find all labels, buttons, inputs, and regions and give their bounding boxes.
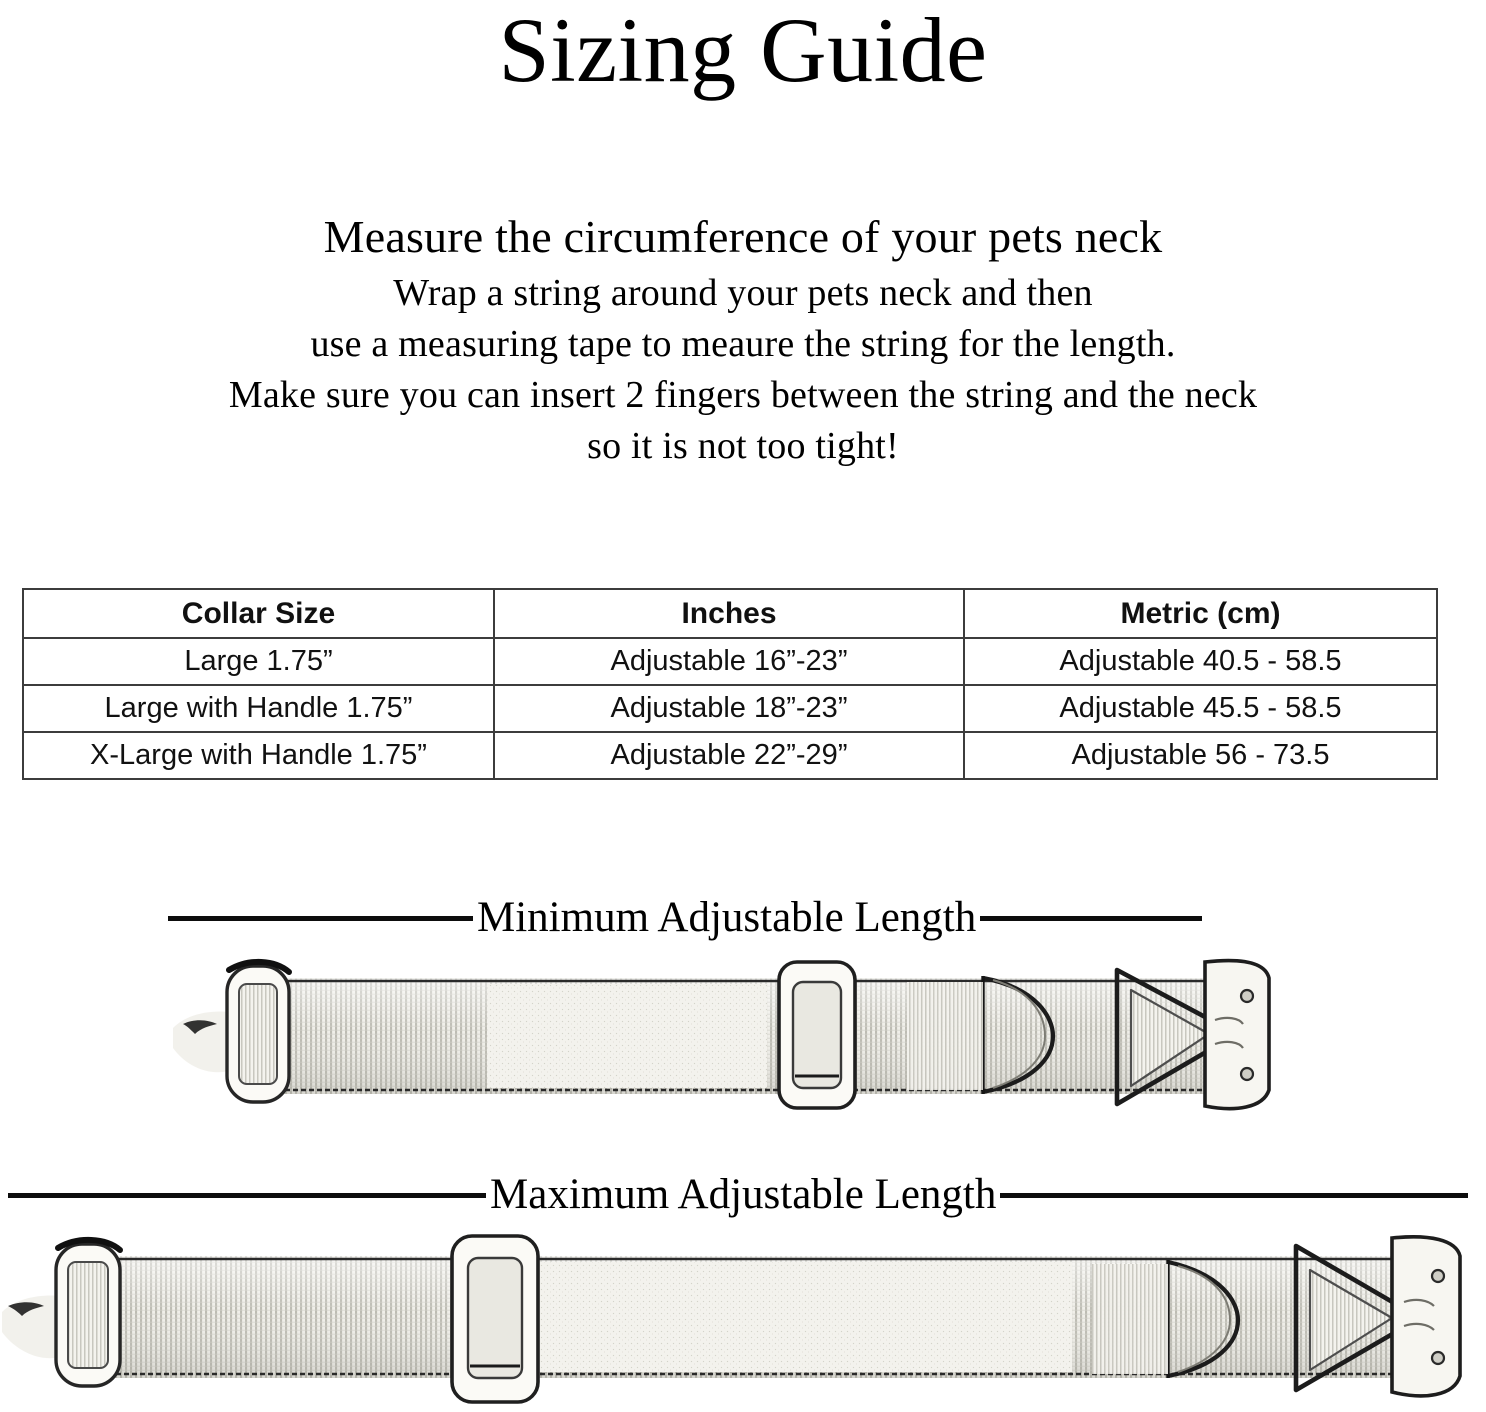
instructions-line-4: so it is not too tight! <box>587 425 899 467</box>
release-buckle <box>1392 1237 1460 1396</box>
release-buckle <box>1205 961 1269 1109</box>
column-header-collar-size: Collar Size <box>23 589 494 638</box>
cell-inches: Adjustable 18”-23” <box>494 685 964 732</box>
maximum-length-caption: Maximum Adjustable Length <box>490 1171 997 1218</box>
table-row <box>23 638 1437 685</box>
maximum-length-caption-row <box>8 1172 1470 1218</box>
table-header-row <box>23 589 1437 638</box>
collar-maximum-illustration <box>0 1228 1486 1412</box>
slider-buckle <box>779 962 855 1108</box>
page-title: Sizing Guide <box>498 0 988 101</box>
cell-collar-size: Large with Handle 1.75” <box>23 685 494 732</box>
buckle-rivet-bottom <box>1241 1068 1253 1080</box>
table-row <box>23 732 1437 779</box>
caption-rule-right <box>980 916 1202 921</box>
caption-rule-right <box>1000 1193 1468 1198</box>
caption-rule-left <box>168 916 473 921</box>
minimum-length-caption: Minimum Adjustable Length <box>477 894 977 941</box>
column-header-inches: Inches <box>494 589 964 638</box>
buckle-rivet-top <box>1432 1270 1444 1282</box>
instructions-line-3: Make sure you can insert 2 fingers between the string and the neck <box>228 374 1258 416</box>
slider-buckle <box>452 1236 538 1402</box>
webbing-padded-section <box>512 1262 1072 1372</box>
buckle-rivet-top <box>1241 990 1253 1002</box>
minimum-length-caption-row <box>168 895 1210 941</box>
instructions-line-1: Wrap a string around your pets neck and then <box>393 272 1093 314</box>
cell-collar-size: X-Large with Handle 1.75” <box>23 732 494 779</box>
cell-collar-size: Large 1.75” <box>23 638 494 685</box>
caption-rule-left <box>8 1193 486 1198</box>
instructions-block <box>0 206 1486 472</box>
cell-metric: Adjustable 45.5 - 58.5 <box>964 685 1437 732</box>
cell-metric: Adjustable 40.5 - 58.5 <box>964 638 1437 685</box>
left-keeper-loop <box>56 1240 120 1386</box>
collar-minimum-length-image <box>165 948 1275 1130</box>
webbing-padded-section <box>487 984 767 1088</box>
cell-metric: Adjustable 56 - 73.5 <box>964 732 1437 779</box>
collar-minimum-illustration <box>165 948 1275 1130</box>
size-chart-table <box>22 588 1438 780</box>
table-row <box>23 685 1437 732</box>
instructions-line-2: use a measuring tape to meaure the string for the length. <box>310 323 1176 365</box>
column-header-metric: Metric (cm) <box>964 589 1437 638</box>
instructions-heading: Measure the circumference of your pets neck <box>323 211 1163 262</box>
cell-inches: Adjustable 22”-29” <box>494 732 964 779</box>
cell-inches: Adjustable 16”-23” <box>494 638 964 685</box>
collar-maximum-length-image <box>0 1228 1486 1412</box>
buckle-rivet-bottom <box>1432 1352 1444 1364</box>
left-keeper-loop <box>227 962 289 1102</box>
